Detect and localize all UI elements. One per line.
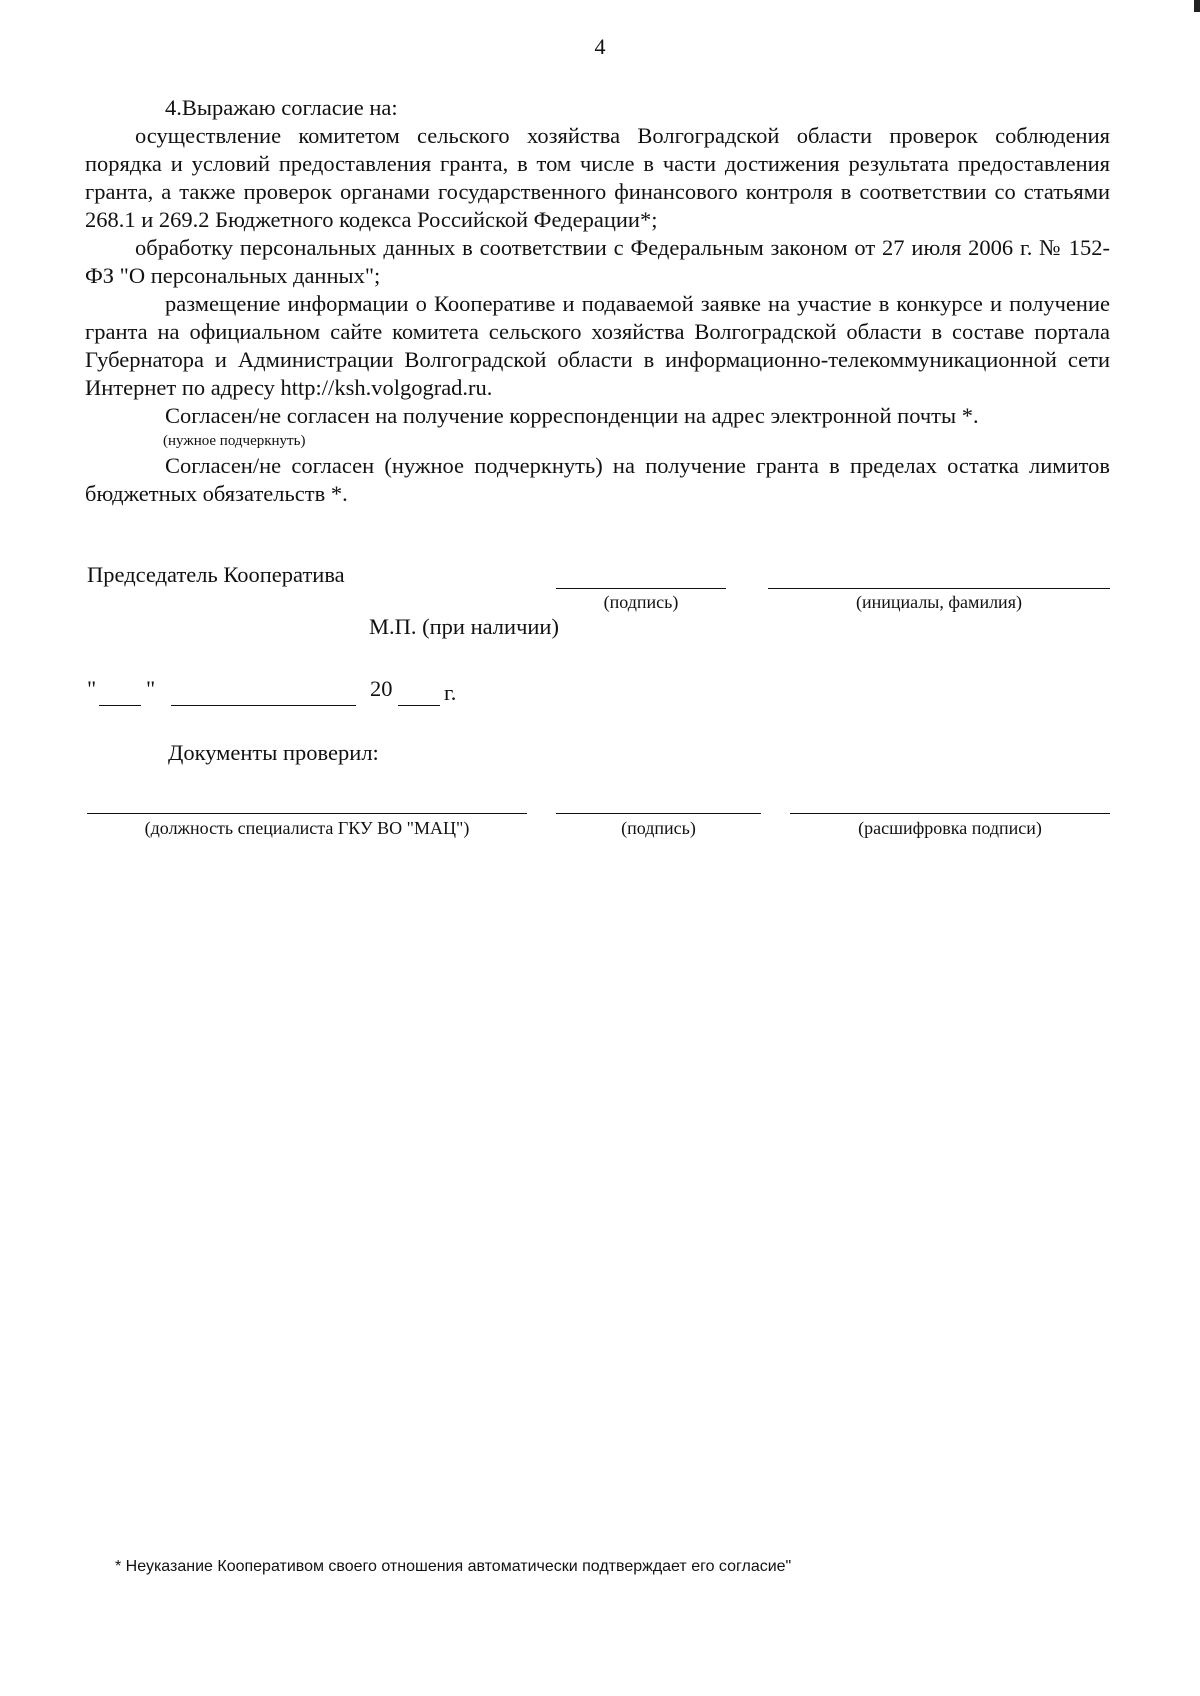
verified-by-label: Документы проверил: — [168, 740, 379, 765]
grant-consent-paragraph: Согласен/не согласен (нужное подчеркнуть) на получение гранта в пределах остатка лимитов бюджетных обязательств *. — [85, 453, 1110, 506]
consent-personal-data-paragraph: обработку персональных данных в соответствии с Федеральным законом от 27 июля 2006 г. № 152-ФЗ "О персональных данных"; — [85, 235, 1110, 288]
date-quote-close: " — [146, 676, 156, 701]
specialist-signature-caption: (подпись) — [621, 818, 696, 838]
date-month-line[interactable] — [171, 705, 356, 706]
consent-heading: 4.Выражаю согласие на: — [165, 95, 398, 120]
specialist-position-caption: (должность специалиста ГКУ ВО "МАЦ") — [144, 818, 470, 838]
date-day-line[interactable] — [99, 705, 141, 706]
date-year-line[interactable] — [398, 705, 440, 706]
chairman-label: Председатель Кооператива — [87, 562, 345, 587]
specialist-position-line[interactable] — [87, 813, 527, 814]
scan-edge-mark — [1194, 0, 1200, 12]
email-consent-line: Согласен/не согласен на получение корреспонденции на адрес электронной почты *. — [165, 403, 979, 428]
date-year-prefix: 20 — [370, 676, 393, 701]
consent-section — [85, 94, 1110, 508]
chairman-signature-line[interactable] — [556, 588, 726, 589]
underline-note: (нужное подчеркнуть) — [163, 433, 306, 449]
chairman-name-caption: (инициалы, фамилия) — [856, 592, 1022, 612]
specialist-decode-line[interactable] — [790, 813, 1110, 814]
specialist-signature-line[interactable] — [556, 813, 761, 814]
specialist-decode-caption: (расшифровка подписи) — [858, 818, 1042, 838]
date-year-suffix: г. — [444, 680, 457, 705]
consent-inspections-paragraph: осуществление комитетом сельского хозяйства Волгоградской области проверок соблюдения порядка и условий предоставления гранта, в том числе в части достижения результата предоставления гранта, а также проверок органами государственного финансового контроля в соответствии со статьями 268.1 и 269.2 Бюджетного кодекса Российской Федерации*; — [85, 123, 1110, 232]
footnote: * Неуказание Кооперативом своего отношения автоматически подтверждает его согласие" — [115, 1558, 792, 1575]
chairman-name-line[interactable] — [768, 588, 1110, 589]
stamp-label: М.П. (при наличии) — [369, 614, 559, 639]
chairman-signature-caption: (подпись) — [603, 592, 679, 612]
page-number: 4 — [594, 34, 606, 59]
consent-publication-paragraph: размещение информации о Кооперативе и подаваемой заявке на участие в конкурсе и получение гранта на официальном сайте комитета сельского хозяйства Волгоградской области в составе портала Губернатора и Администрации Волгоградской области в информационно-телекоммуникационной сети Интернет по адресу http://ksh.volgograd.ru. — [85, 291, 1110, 400]
date-quote-open: " — [87, 676, 97, 701]
